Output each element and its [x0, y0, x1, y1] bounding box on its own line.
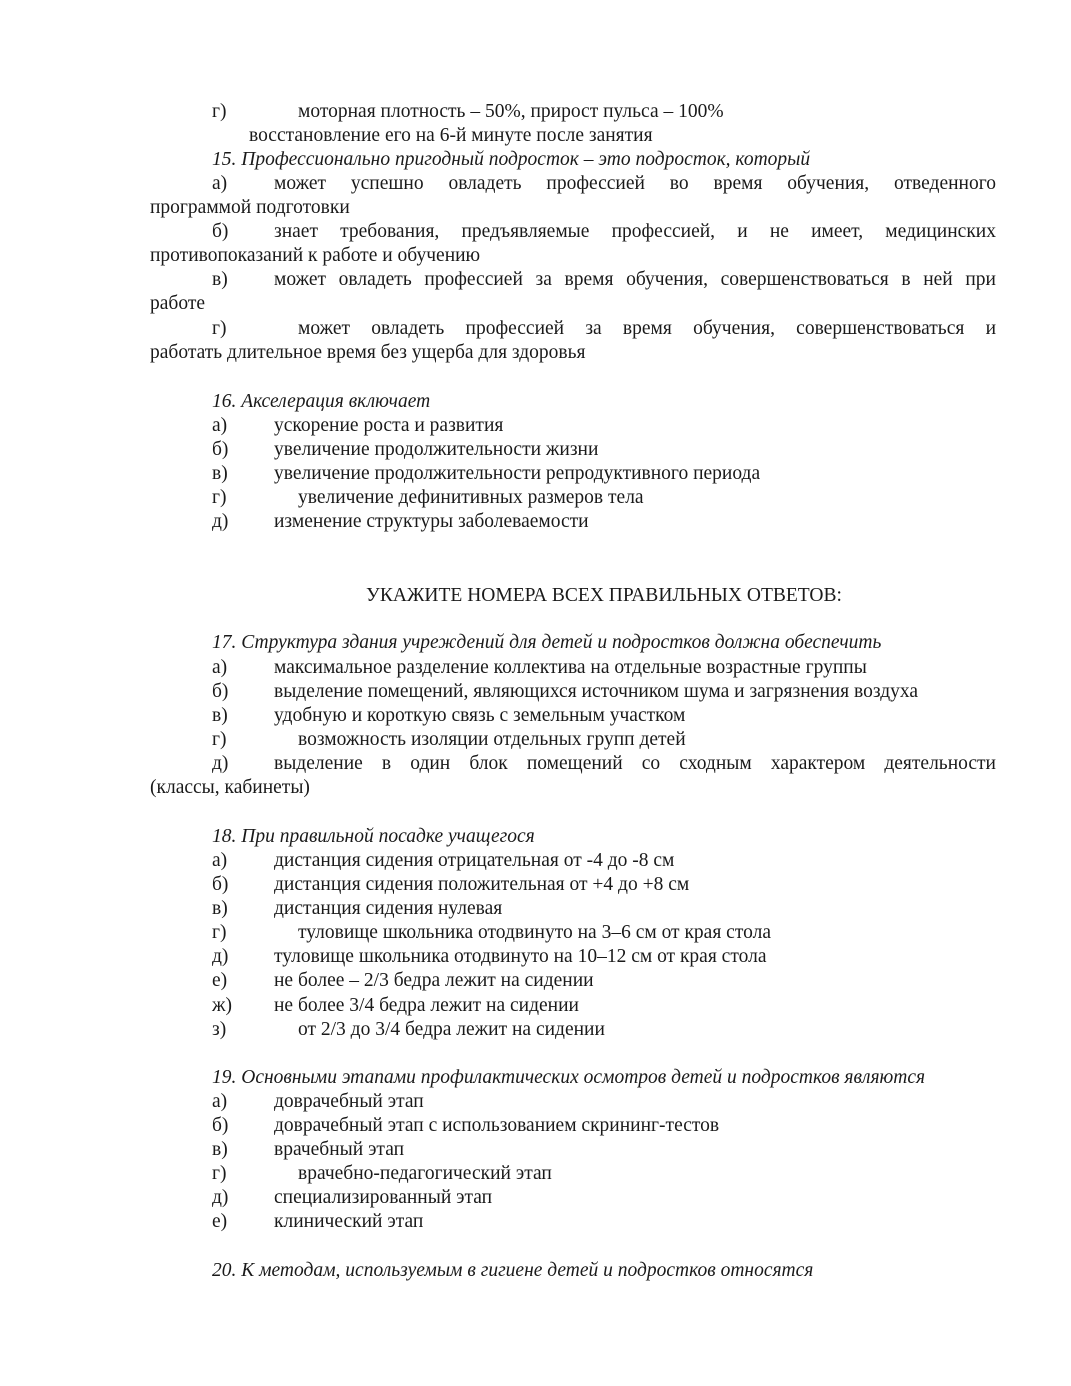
option-text: увеличение продолжительности жизни — [274, 439, 599, 460]
option-text: не более 3/4 бедра лежит на сидении — [274, 995, 579, 1016]
option-text: дистанция сидения положительная от +4 до +8 см — [274, 874, 690, 895]
option-text: знает требования, предъявляемые профессией, и не имеет, медицинских — [274, 221, 996, 242]
option-text-continuation: программой подготовки — [150, 197, 350, 218]
option-text-continuation: противопоказаний к работе и обучению — [150, 245, 481, 266]
option-label: а) — [212, 850, 228, 871]
option-label: б) — [212, 874, 229, 895]
option-text: клинический этап — [274, 1211, 424, 1232]
option-text-continuation: работать длительное время без ущерба для здоровья — [150, 342, 586, 363]
option-label: е) — [212, 970, 228, 991]
option-label: а) — [212, 1091, 228, 1112]
option-text: изменение структуры заболеваемости — [274, 511, 589, 532]
option-text: удобную и короткую связь с земельным участком — [274, 705, 686, 726]
option-text: увеличение продолжительности репродуктивного периода — [274, 463, 761, 484]
option-text: туловище школьника отодвинуто на 10–12 см от края стола — [274, 946, 767, 967]
option-label: г) — [212, 1163, 227, 1184]
option-text: доврачебный этап с использованием скрининг-тестов — [274, 1115, 720, 1136]
option-text: может успешно овладеть профессией во время обучения, отведенного — [274, 173, 996, 194]
question-15-title: 15. Профессионально пригодный подросток – это подросток, который — [212, 149, 811, 170]
question-16-title: 16. Акселерация включает — [212, 391, 431, 412]
option-text: дистанция сидения отрицательная от -4 до -8 см — [274, 850, 675, 871]
option-text: доврачебный этап — [274, 1091, 424, 1112]
option-label: з) — [212, 1019, 227, 1040]
option-text: туловище школьника отодвинуто на 3–6 см от края стола — [298, 922, 771, 943]
option-text: возможность изоляции отдельных групп детей — [298, 729, 686, 750]
option-label: б) — [212, 439, 229, 460]
option-text: от 2/3 до 3/4 бедра лежит на сидении — [298, 1019, 605, 1040]
option-label: д) — [212, 1187, 229, 1208]
option-text: может овладеть профессией за время обучения, совершенствоваться и — [298, 318, 996, 339]
question-17-title: 17. Структура здания учреждений для детей и подростков должна обеспечить — [212, 632, 882, 653]
option-label: д) — [212, 511, 229, 532]
option-label: д) — [212, 753, 229, 774]
option-text: ускорение роста и развития — [274, 415, 504, 436]
option-label: б) — [212, 221, 229, 242]
option-label: г) — [212, 729, 227, 750]
option-text: специализированный этап — [274, 1187, 493, 1208]
option-text-continuation: (классы, кабинеты) — [150, 777, 310, 798]
option-label: в) — [212, 463, 228, 484]
option-label: е) — [212, 1211, 228, 1232]
option-label: ж) — [212, 995, 232, 1016]
option-text-continuation: восстановление его на 6-й минуте после занятия — [249, 125, 653, 146]
question-19-title: 19. Основными этапами профилактических осмотров детей и подростков являются — [212, 1067, 926, 1088]
option-label: г) — [212, 922, 227, 943]
option-label: в) — [212, 1139, 228, 1160]
section-heading: УКАЖИТЕ НОМЕРА ВСЕХ ПРАВИЛЬНЫХ ОТВЕТОВ: — [366, 585, 842, 606]
option-text: не более – 2/3 бедра лежит на сидении — [274, 970, 594, 991]
option-text: увеличение дефинитивных размеров тела — [298, 487, 644, 508]
option-text: максимальное разделение коллектива на отдельные возрастные группы — [274, 657, 867, 678]
option-label: в) — [212, 898, 228, 919]
option-text: моторная плотность – 50%, прирост пульса – 100% — [298, 101, 724, 122]
option-label: г) — [212, 101, 227, 122]
question-20-title: 20. К методам, используемым в гигиене детей и подростков относятся — [212, 1260, 814, 1281]
option-label: а) — [212, 173, 228, 194]
option-text: врачебный этап — [274, 1139, 405, 1160]
option-text: врачебно-педагогический этап — [298, 1163, 552, 1184]
option-text: выделение помещений, являющихся источником шума и загрязнения воздуха — [274, 681, 919, 702]
option-label: г) — [212, 318, 227, 339]
option-label: а) — [212, 657, 228, 678]
option-label: д) — [212, 946, 229, 967]
question-18-title: 18. При правильной посадке учащегося — [212, 826, 535, 847]
option-text: может овладеть профессией за время обучения, совершенствоваться в ней при — [274, 269, 996, 290]
option-label: а) — [212, 415, 228, 436]
option-text: выделение в один блок помещений со сходным характером деятельности — [274, 753, 996, 774]
option-label: б) — [212, 681, 229, 702]
option-label: в) — [212, 705, 228, 726]
option-label: в) — [212, 269, 228, 290]
option-label: б) — [212, 1115, 229, 1136]
option-text-continuation: работе — [150, 293, 205, 314]
option-text: дистанция сидения нулевая — [274, 898, 503, 919]
option-label: г) — [212, 487, 227, 508]
